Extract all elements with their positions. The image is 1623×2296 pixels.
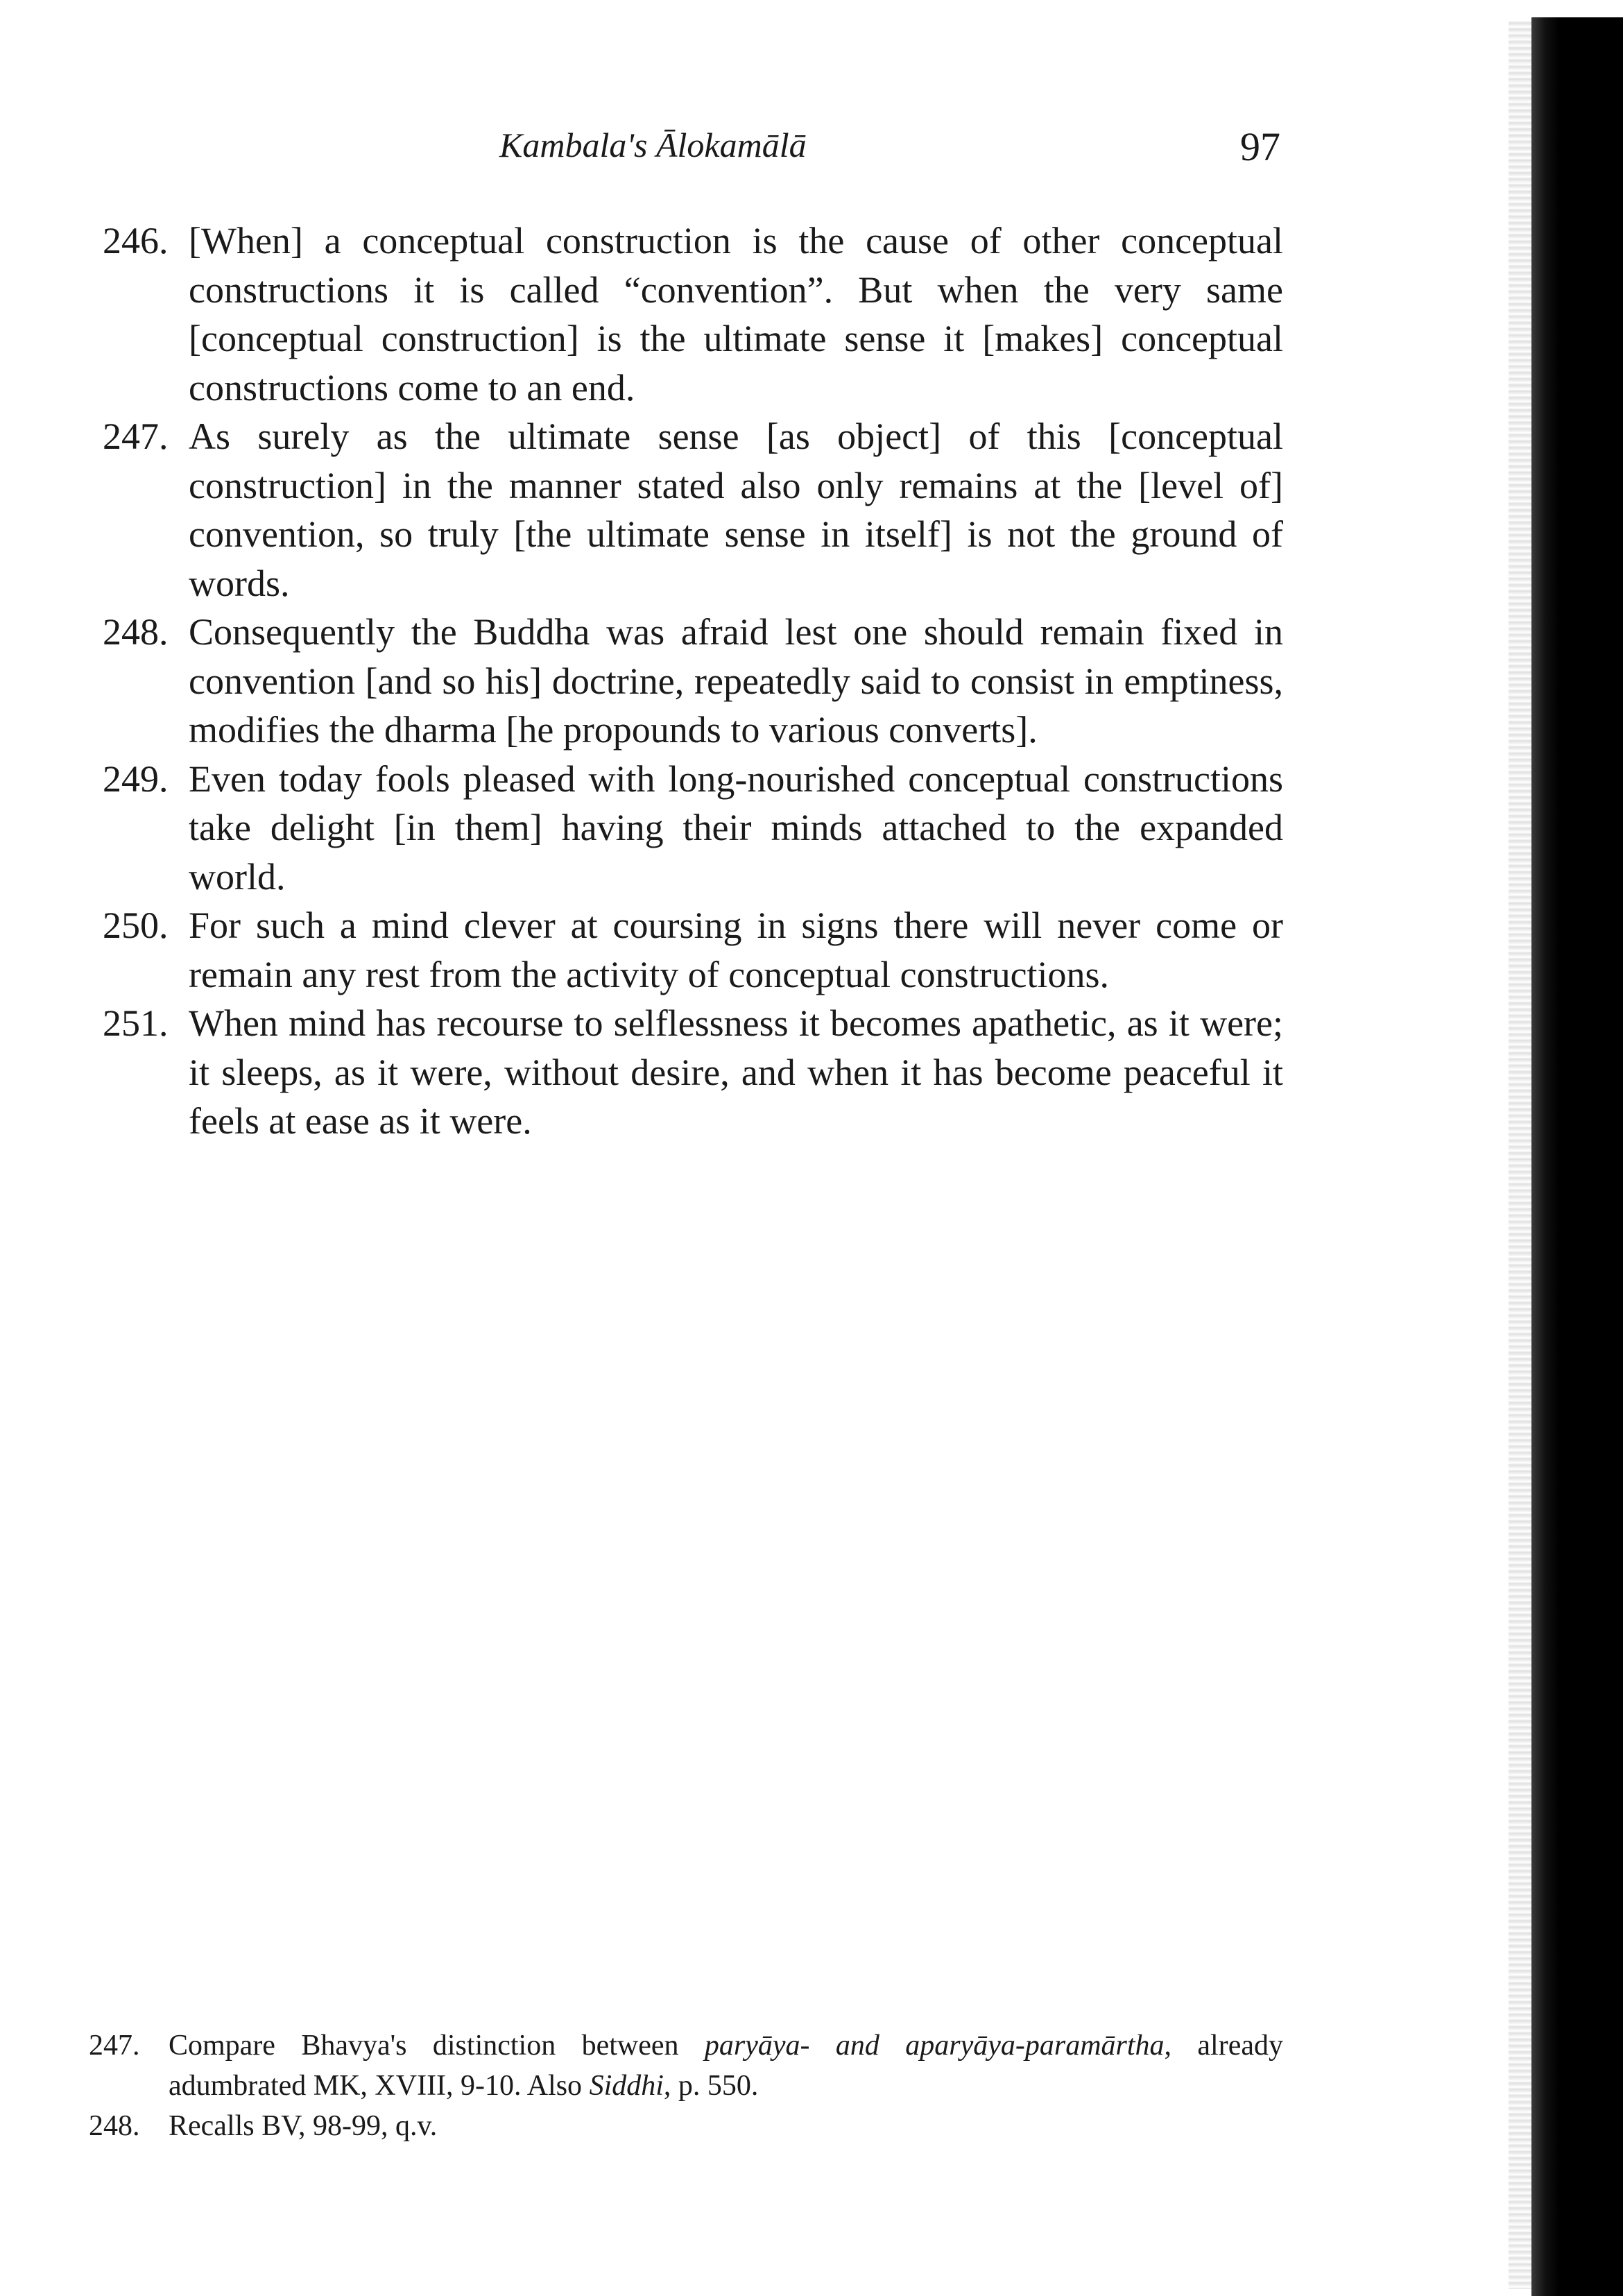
verse-entry [103, 216, 1283, 412]
page-number: 97 [1240, 124, 1280, 169]
footnote-text-segment: , p. 550. [663, 2070, 759, 2102]
verse-list [103, 216, 1283, 1146]
verse-text: Consequently the Buddha was afraid lest one should remain fixed in convention [and so his] doctrine, repeatedly said to consist in emptiness, modifies the dharma [he propounds to various converts]. [189, 611, 1283, 751]
book-spine-shadow [1531, 17, 1623, 2296]
spine-shadow-fringe [1509, 21, 1531, 2289]
verse-entry [103, 412, 1283, 608]
verse-text: [When] a conceptual construction is the cause of other conceptual constructions it is called “convention”. But when the very same [conceptual construction] is the ultimate sense it [makes] conceptual constructions come to an end. [189, 220, 1283, 409]
footnote-text-segment: Recalls BV, 98-99, q.v. [169, 2110, 438, 2142]
footnote-italic-title: Siddhi [589, 2070, 664, 2102]
footnote-number: 248. [89, 2110, 140, 2142]
verse-number: 251. [103, 1002, 169, 1044]
verse-number: 248. [103, 611, 169, 653]
verse-number: 249. [103, 757, 169, 800]
verse-text: Even today fools pleased with long-nourished conceptual constructions take delight [in them] having their minds attached to the expanded world. [189, 757, 1283, 898]
verse-text: For such a mind clever at coursing in signs there will never come or remain any rest from the activity of conceptual constructions. [189, 905, 1283, 995]
verse-text: As surely as the ultimate sense [as object] of this [conceptual construction] in the manner stated also only remains at the [level of] convention, so truly [the ultimate sense in itself] is not the ground of words. [189, 415, 1283, 604]
footnote-italic-term: paryāya- and aparyāya-paramārtha [704, 2030, 1165, 2062]
footnote-text-segment: , already adumbrated MK, XVIII, 9-10. Also [169, 2030, 1283, 2102]
footnote-text [169, 2106, 1283, 2146]
verse-number: 250. [103, 905, 169, 946]
verse-number: 246. [103, 220, 169, 262]
verse-text: When mind has recourse to selflessness it becomes apathetic, as it were; it sleeps, as it were, without desire, and when it has become peaceful it feels at ease as it were. [189, 1002, 1283, 1142]
footnote-number: 247. [89, 2030, 140, 2062]
footnote [89, 2106, 1283, 2146]
verse-entry [103, 999, 1283, 1146]
footnote-text [169, 2025, 1283, 2106]
verse-entry [103, 608, 1283, 755]
verse-entry [103, 901, 1283, 999]
footnote-text-segment: Compare Bhavya's distinction between [169, 2030, 705, 2062]
footnote [89, 2025, 1283, 2106]
footnotes [89, 2025, 1283, 2146]
running-title: Kambala's Ālokamālā [499, 126, 807, 164]
verse-entry [103, 755, 1283, 902]
verse-number: 247. [103, 415, 169, 457]
